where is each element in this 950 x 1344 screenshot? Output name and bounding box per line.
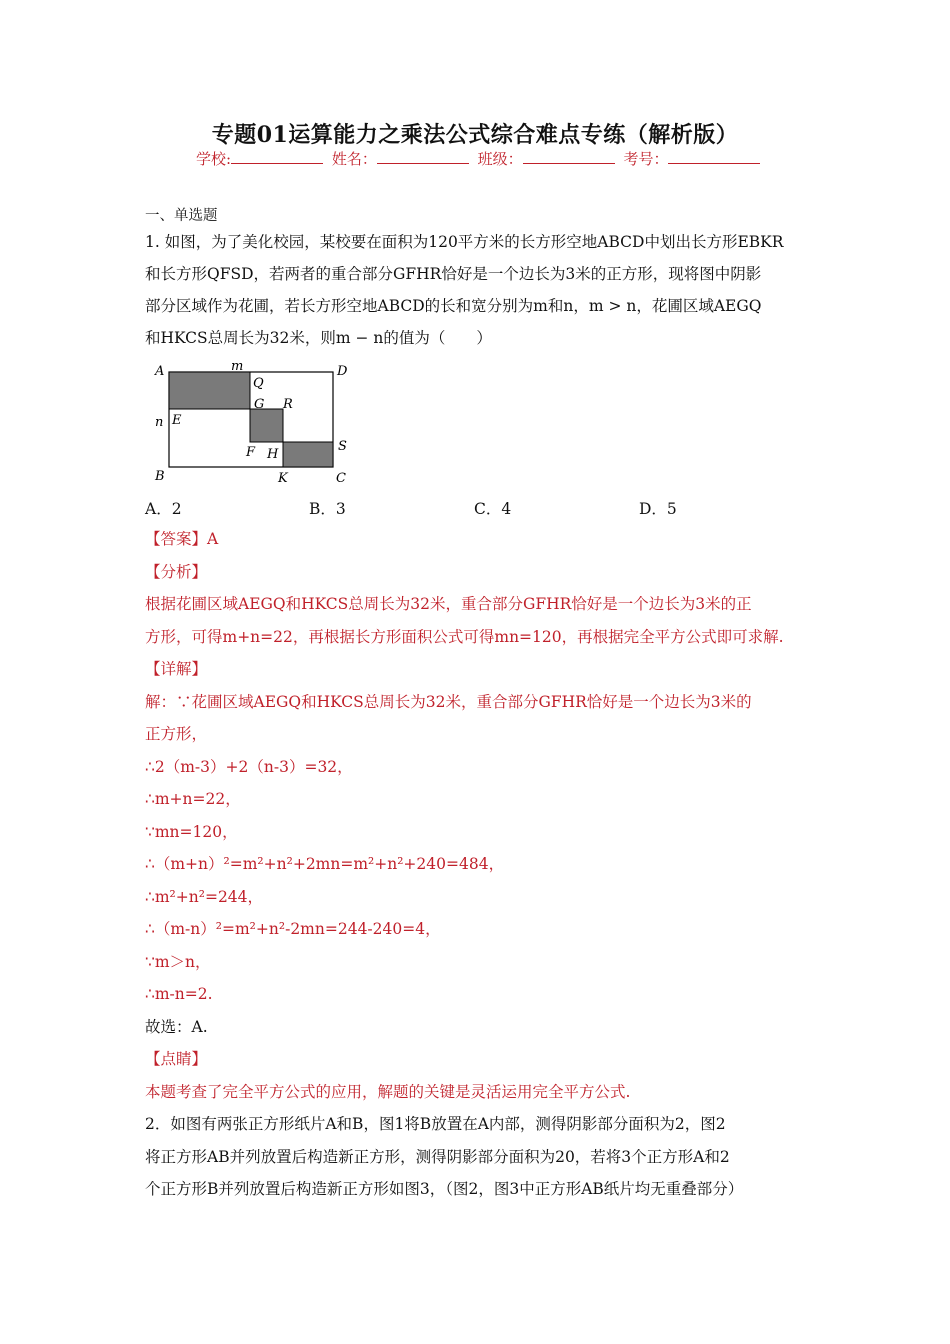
label-c: C	[336, 471, 346, 486]
label-e: E	[172, 413, 182, 428]
label-a: A	[155, 364, 165, 379]
detail-line: ∵mn=120，	[145, 823, 238, 841]
q1-figure	[145, 358, 360, 490]
exam-no-label: 考号：	[623, 150, 669, 168]
detail-line: ∵m＞n，	[145, 953, 211, 971]
class-label: 班级：	[477, 150, 523, 168]
label-s: S	[338, 439, 347, 454]
label-n: n	[155, 415, 164, 430]
answer-line: 【答案】A	[145, 530, 219, 548]
exam-no-blank[interactable]	[668, 149, 760, 164]
student-info-line	[196, 148, 764, 169]
detail-line: ∴m+n=22，	[145, 790, 241, 808]
comment-line: 本题考查了完全平方公式的应用，解题的关键是灵活运用完全平方公式.	[145, 1083, 631, 1101]
label-f: F	[246, 445, 256, 460]
q2-line-1: 2．如图有两张正方形纸片A和B，图1将B放置在A内部，测得阴影部分面积为2，图2	[145, 1115, 726, 1133]
name-label: 姓名：	[331, 150, 377, 168]
detail-line: 解：∵花圃区域AEGQ和HKCS总周长为32米，重合部分GFHR恰好是一个边长为3米的	[145, 693, 752, 711]
comment-heading: 【点睛】	[145, 1050, 208, 1068]
detail-heading: 【详解】	[145, 660, 208, 678]
detail-line: ∴m²+n²=244，	[145, 888, 264, 906]
analysis-heading: 【分析】	[145, 563, 208, 581]
class-blank[interactable]	[523, 149, 615, 164]
detail-line: 正方形，	[145, 725, 208, 743]
label-g: G	[254, 397, 265, 412]
label-q: Q	[253, 376, 264, 391]
q1-line-4: 和HKCS总周长为32米，则m − n的值为（ ）	[145, 329, 492, 347]
school-blank[interactable]	[231, 149, 323, 164]
shade-aegq	[169, 372, 250, 409]
name-blank[interactable]	[377, 149, 469, 164]
analysis-line-2: 方形，可得m+n=22，再根据长方形面积公式可得mn=120，再根据完全平方公式即可求解.	[145, 628, 784, 646]
label-b: B	[155, 469, 165, 484]
section-heading: 一、单选题	[145, 208, 218, 224]
option-d: D．5	[639, 500, 677, 518]
label-r: R	[283, 397, 293, 412]
page-title: 专题01运算能力之乘法公式综合难点专练（解析版）	[211, 122, 739, 148]
option-c: C．4	[474, 500, 512, 518]
analysis-line-1: 根据花圃区域AEGQ和HKCS总周长为32米，重合部分GFHR恰好是一个边长为3米的正	[145, 595, 752, 613]
q1-line-1: 1. 如图，为了美化校园，某校要在面积为120平方米的长方形空地ABCD中划出长方形EBKR	[145, 233, 784, 251]
option-b: B．3	[309, 500, 346, 518]
shade-gfhr	[250, 409, 283, 442]
q2-line-3: 个正方形B并列放置后构造新正方形如图3，（图2，图3中正方形AB纸片均无重叠部分）	[145, 1180, 744, 1198]
label-k: K	[278, 471, 288, 486]
choice-line: 故选：A.	[145, 1018, 208, 1036]
option-a: A．2	[145, 500, 182, 518]
detail-line: ∴2（m-3）+2（n-3）=32，	[145, 758, 353, 776]
q1-line-3: 部分区域作为花圃，若长方形空地ABCD的长和宽分别为m和n，m > n，花圃区域AEGQ	[145, 297, 762, 315]
q1-line-2: 和长方形QFSD，若两者的重合部分GFHR恰好是一个边长为3米的正方形，现将图中阴影	[145, 265, 762, 283]
detail-line: ∴m-n=2.	[145, 985, 213, 1003]
label-m: m	[231, 359, 244, 374]
detail-line: ∴（m-n）²=m²+n²-2mn=244-240=4，	[145, 920, 441, 938]
label-d: D	[337, 364, 348, 379]
detail-line: ∴（m+n）²=m²+n²+2mn=m²+n²+240=484，	[145, 855, 505, 873]
q2-line-2: 将正方形AB并列放置后构造新正方形，测得阴影部分面积为20，若将3个正方形A和2	[145, 1148, 730, 1166]
school-label: 学校:	[196, 150, 232, 168]
shade-hkcs	[283, 442, 333, 467]
label-h: H	[267, 447, 279, 462]
